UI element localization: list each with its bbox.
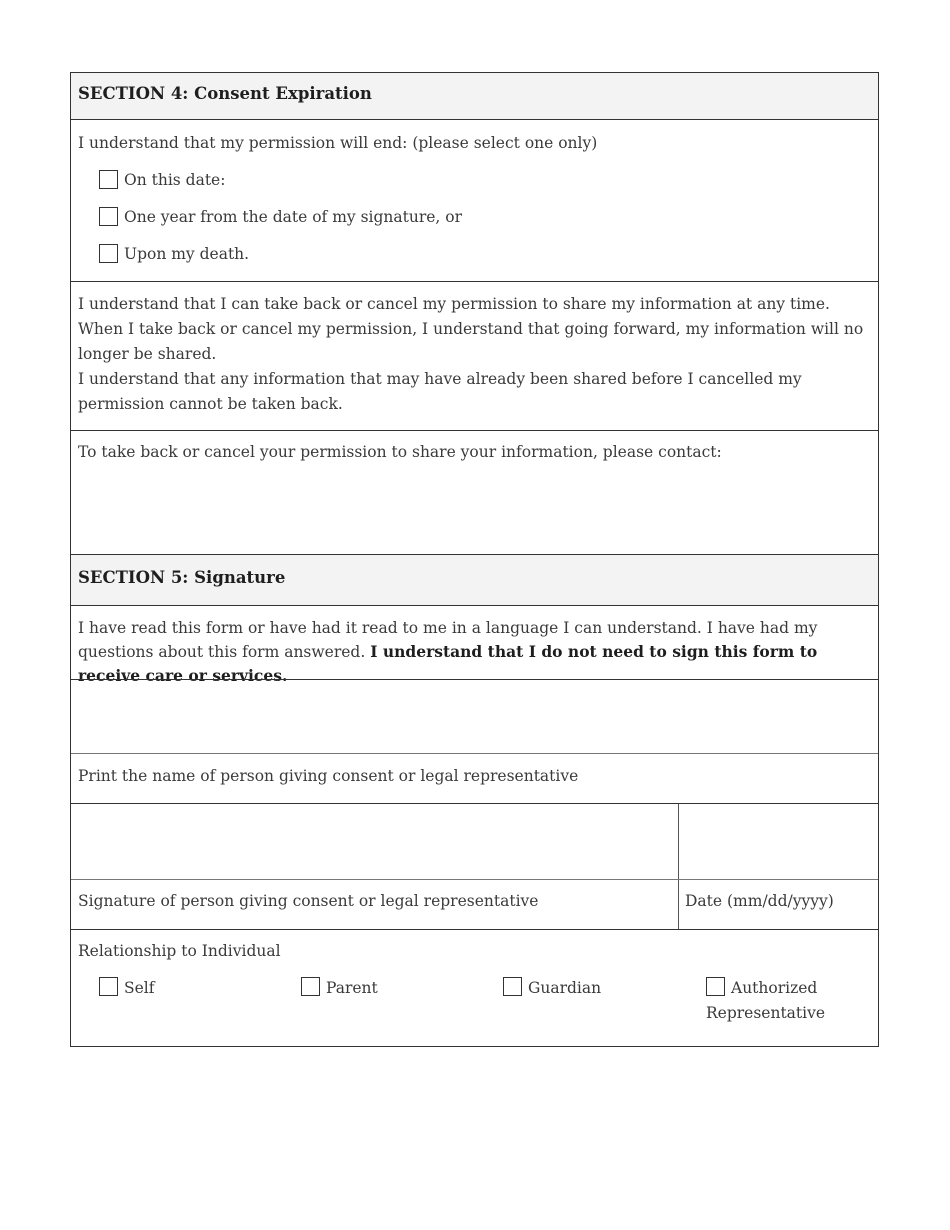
consent-form: [70, 72, 879, 1047]
parent-label: Parent: [326, 979, 378, 997]
one-year-label: One year from the date of my signature, or: [124, 208, 463, 226]
statement-plain: I have read this form or have had it read to me in a language I can understand. I have had my questions about this form answered.: [78, 619, 818, 661]
signature-date-fields: [71, 803, 878, 879]
guardian-label: Guardian: [528, 979, 602, 997]
revocation-info: [71, 281, 878, 430]
expiration-options: [71, 119, 878, 281]
signature-statement: [71, 605, 878, 685]
section-5-title: SECTION 5: Signature: [78, 568, 286, 587]
date-label: Date (mm/dd/yyyy): [685, 892, 834, 910]
revocation-paragraph-1: I understand that I can take back or cancel my permission to share my information at any time. When I take back or cancel my permission, I understand that going forward, my information will no longer be shared.: [78, 295, 864, 363]
relationship-label: Relationship to Individual: [78, 942, 281, 960]
expiration-prompt: I understand that my permission will end: (please select one only): [78, 134, 598, 152]
self-checkbox[interactable]: [99, 977, 118, 996]
contact-box[interactable]: [71, 430, 878, 554]
guardian-checkbox[interactable]: [503, 977, 522, 996]
revocation-paragraph-2: I understand that any information that may have already been shared before I cancelled my permission cannot be taken back.: [78, 370, 802, 413]
on-this-date-checkbox[interactable]: [99, 170, 118, 189]
signature-date-labels: [71, 879, 878, 929]
one-year-checkbox[interactable]: [99, 207, 118, 226]
upon-death-label: Upon my death.: [124, 245, 250, 263]
signature-label: Signature of person giving consent or legal representative: [78, 892, 539, 910]
representative-label: Representative: [706, 1004, 826, 1022]
label-divider: [678, 880, 679, 929]
on-this-date-label: On this date:: [124, 171, 226, 189]
statement-text: [78, 616, 870, 688]
self-label: Self: [124, 979, 155, 997]
authorized-representative-checkbox[interactable]: [706, 977, 725, 996]
print-name-label-row: [71, 753, 878, 803]
section-4-title: SECTION 4: Consent Expiration: [78, 84, 372, 103]
print-name-label: Print the name of person giving consent or legal representative: [78, 767, 579, 785]
parent-checkbox[interactable]: [301, 977, 320, 996]
authorized-label: Authorized: [731, 979, 818, 997]
section-5-header: [71, 554, 878, 605]
signature-field[interactable]: [71, 804, 678, 879]
statement-bold: I understand that I do not need to sign this form to receive care or services.: [78, 642, 818, 685]
contact-prompt: To take back or cancel your permission to share your information, please contact:: [78, 443, 722, 461]
section-4-header: [71, 73, 878, 119]
print-name-field[interactable]: [71, 679, 878, 753]
upon-death-checkbox[interactable]: [99, 244, 118, 263]
relationship-section: [71, 929, 878, 1046]
date-field[interactable]: [679, 804, 878, 879]
